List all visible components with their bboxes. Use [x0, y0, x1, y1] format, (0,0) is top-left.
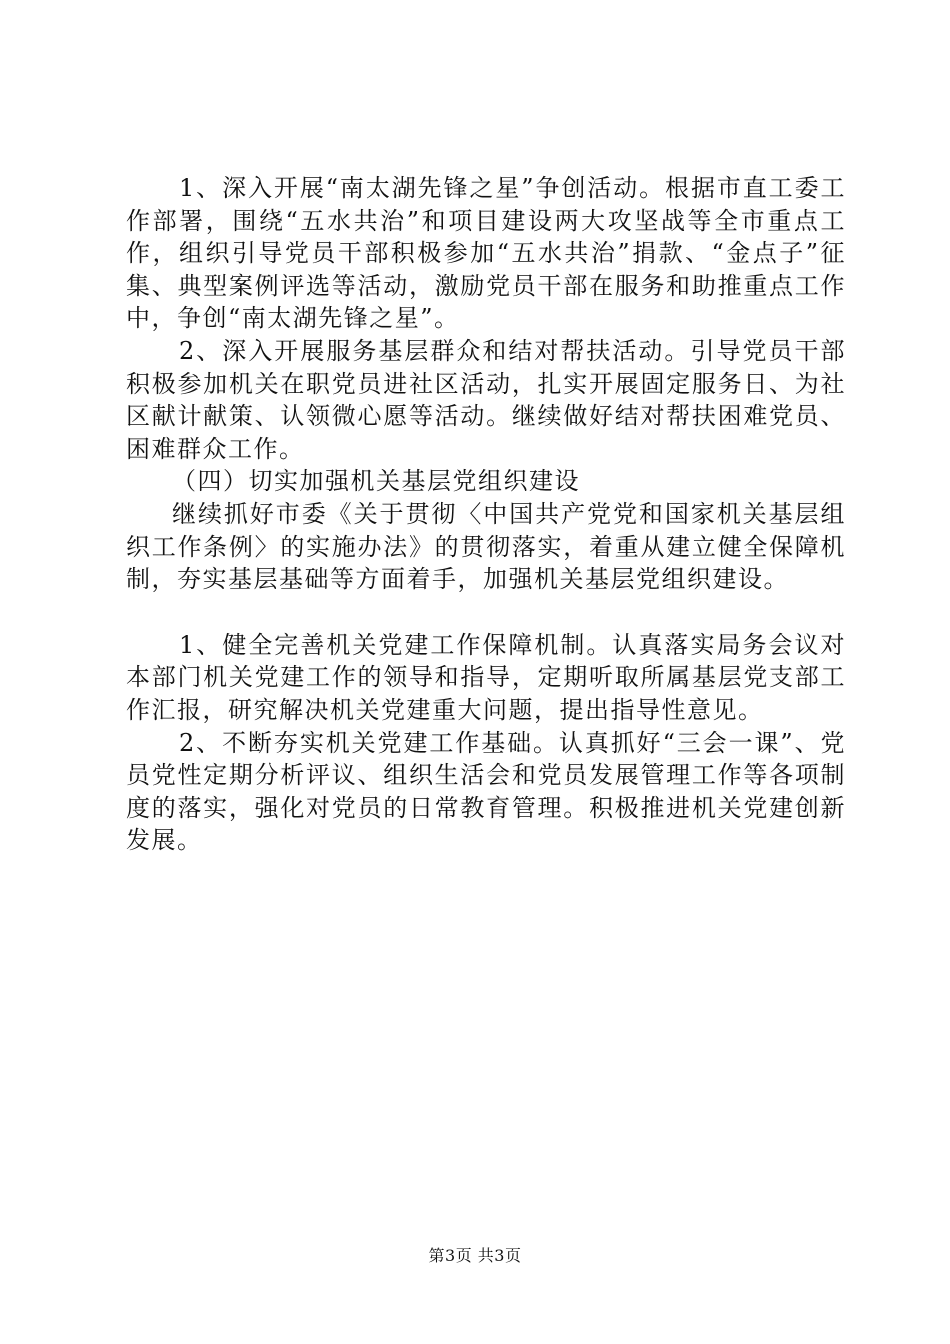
- paragraph-guarantee-mechanism: 1、健全完善机关党建工作保障机制。认真落实局务会议对本部门机关党建工作的领导和指导，定期听取所属基层党支部工作汇报，研究解决机关党建重大问题，提出指导性意见。: [126, 630, 846, 724]
- paragraph-spacer: [126, 596, 846, 629]
- section-heading: （四）切实加强机关基层党组织建设: [172, 467, 580, 496]
- section-intro: 继续抓好市委《关于贯彻〈中国共产党党和国家机关基层组织工作条例〉的实施办法》的贯彻落实，着重从建立健全保障机制，夯实基层基础等方面着手，加强机关基层党组织建设。: [126, 499, 846, 594]
- paragraph-grassroots-service: 2、深入开展服务基层群众和结对帮扶活动。引导党员干部积极参加机关在职党员进社区活动，扎实开展固定服务日、为社区献计献策、认领微心愿等活动。继续做好结对帮扶困难党员、困难群众工作。: [126, 336, 846, 463]
- page-number-footer: 第3页 共3页: [428, 1246, 522, 1265]
- document-body: [126, 172, 846, 857]
- paragraph-work-foundation: 2、不断夯实机关党建工作基础。认真抓好“三会一课”、党员党性定期分析评议、组织生活会和党员发展管理工作等各项制度的落实，强化对党员的日常教育管理。积极推进机关党建创新发展。: [126, 728, 846, 855]
- paragraph-star-campaign: 1、深入开展“南太湖先锋之星”争创活动。根据市直工委工作部署，围绕“五水共治”和项目建设两大攻坚战等全市重点工作，组织引导党员干部积极参加“五水共治”捐款、“金点子”征集、典型案例评选等活动，激励党员干部在服务和助推重点工作中，争创“南太湖先锋之星”。: [126, 174, 846, 333]
